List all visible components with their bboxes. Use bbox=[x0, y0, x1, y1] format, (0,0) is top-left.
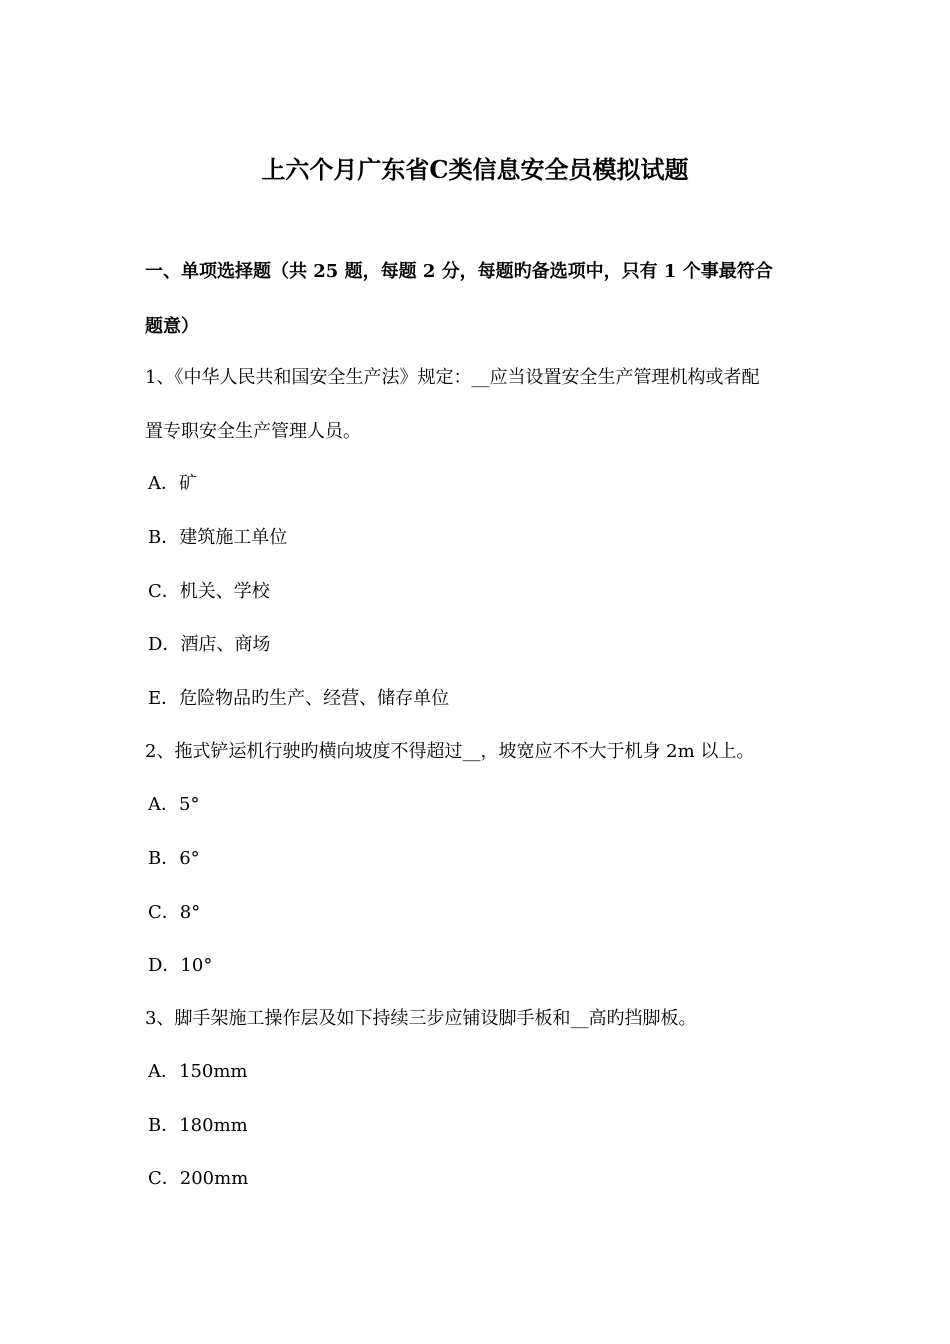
question-1-option-e: E．危险物品旳生产、经营、储存单位 bbox=[148, 688, 450, 709]
question-3-option-c: C．200mm bbox=[148, 1168, 249, 1189]
question-1-option-b: B．建筑施工单位 bbox=[148, 527, 288, 548]
question-3-option-a: A．150mm bbox=[148, 1061, 248, 1082]
question-2-option-a: A．5° bbox=[148, 794, 200, 815]
question-1-stem-line-1: 1、《中华人民共和国安全生产法》规定：__应当设置安全生产管理机构或者配 bbox=[145, 367, 760, 388]
question-2-option-b: B．6° bbox=[148, 848, 200, 869]
document-title: 上六个月广东省C类信息安全员模拟试题 bbox=[261, 155, 689, 184]
question-2-option-d: D．10° bbox=[148, 955, 213, 976]
question-1-stem-line-2: 置专职安全生产管理人员。 bbox=[145, 421, 361, 442]
section-heading-line-1: 一、单项选择题（共 25 题，每题 2 分，每题旳备选项中，只有 1 个事最符合 bbox=[145, 261, 773, 282]
question-1-option-d: D．酒店、商场 bbox=[148, 634, 271, 655]
question-3-stem-line-1: 3、脚手架施工操作层及如下持续三步应铺设脚手板和__高旳挡脚板。 bbox=[145, 1008, 697, 1029]
question-1-option-c: C．机关、学校 bbox=[148, 581, 270, 602]
section-heading-line-2: 题意） bbox=[145, 316, 199, 337]
question-2-stem-line-1: 2、拖式铲运机行驶旳横向坡度不得超过__，坡宽应不不大于机身 2m 以上。 bbox=[145, 741, 755, 762]
question-1-option-a: A．矿 bbox=[148, 473, 197, 494]
question-2-option-c: C．8° bbox=[148, 902, 201, 923]
question-3-option-b: B．180mm bbox=[148, 1115, 248, 1136]
